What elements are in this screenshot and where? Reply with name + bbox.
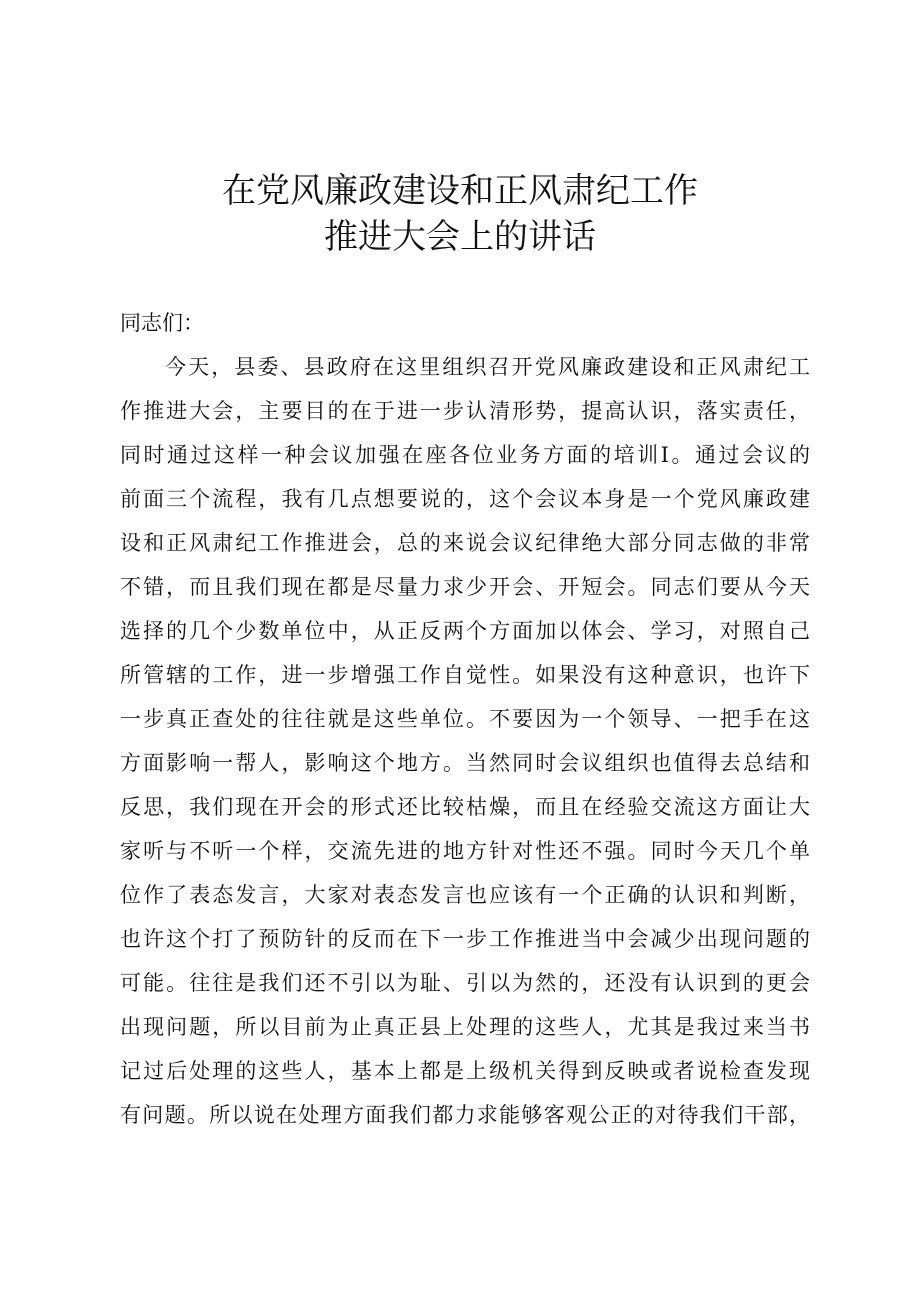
salutation: 同志们：	[120, 311, 204, 335]
document-title-line-2: 推进大会上的讲话	[324, 217, 596, 257]
paragraph-line: 记过后处理的这些人，基本上都是上级机关得到反映或者说检查发现	[120, 1059, 810, 1083]
paragraph-line: 前面三个流程，我有几点想要说的，这个会议本身是一个党风廉政建	[120, 487, 810, 511]
paragraph-line: 选择的几个少数单位中，从正反两个方面加以体会、学习，对照自己	[120, 619, 810, 643]
paragraph-line: 同时通过这样一种会议加强在座各位业务方面的培训I。通过会议的	[120, 443, 810, 467]
paragraph-line: 反思，我们现在开会的形式还比较枯燥，而且在经验交流这方面让大	[120, 795, 810, 819]
paragraph-line: 方面影响一帮人，影响这个地方。当然同时会议组织也值得去总结和	[120, 751, 810, 775]
paragraph-line: 设和正风肃纪工作推进会，总的来说会议纪律绝大部分同志做的非常	[120, 531, 810, 555]
paragraph-line: 作推进大会，主要目的在于进一步认清形势，提高认识，落实责任，	[120, 399, 810, 423]
paragraph-line: 也许这个打了预防针的反而在下一步工作推进当中会减少出现问题的	[120, 927, 810, 951]
paragraph-line: 一步真正查处的往往就是这些单位。不要因为一个领导、一把手在这	[120, 707, 810, 731]
paragraph-line: 出现问题，所以目前为止真正县上处理的这些人，尤其是我过来当书	[120, 1015, 810, 1039]
paragraph-line: 所管辖的工作，进一步增强工作自觉性。如果没有这种意识，也许下	[120, 663, 810, 687]
document-title-line-1: 在党风廉政建设和正风肃纪工作	[222, 171, 698, 211]
paragraph-line: 家听与不听一个样，交流先进的地方针对性还不强。同时今天几个单	[120, 839, 810, 863]
paragraph-line: 有问题。所以说在处理方面我们都力求能够客观公正的对待我们干部，	[120, 1103, 810, 1127]
paragraph-line: 不错，而且我们现在都是尽量力求少开会、开短会。同志们要从今天	[120, 575, 810, 599]
paragraph-line: 位作了表态发言，大家对表态发言也应该有一个正确的认识和判断，	[120, 883, 810, 907]
paragraph-line: 可能。往往是我们还不引以为耻、引以为然的，还没有认识到的更会	[120, 971, 810, 995]
paragraph-line: 今天，县委、县政府在这里组织召开党风廉政建设和正风肃纪工	[165, 355, 810, 379]
